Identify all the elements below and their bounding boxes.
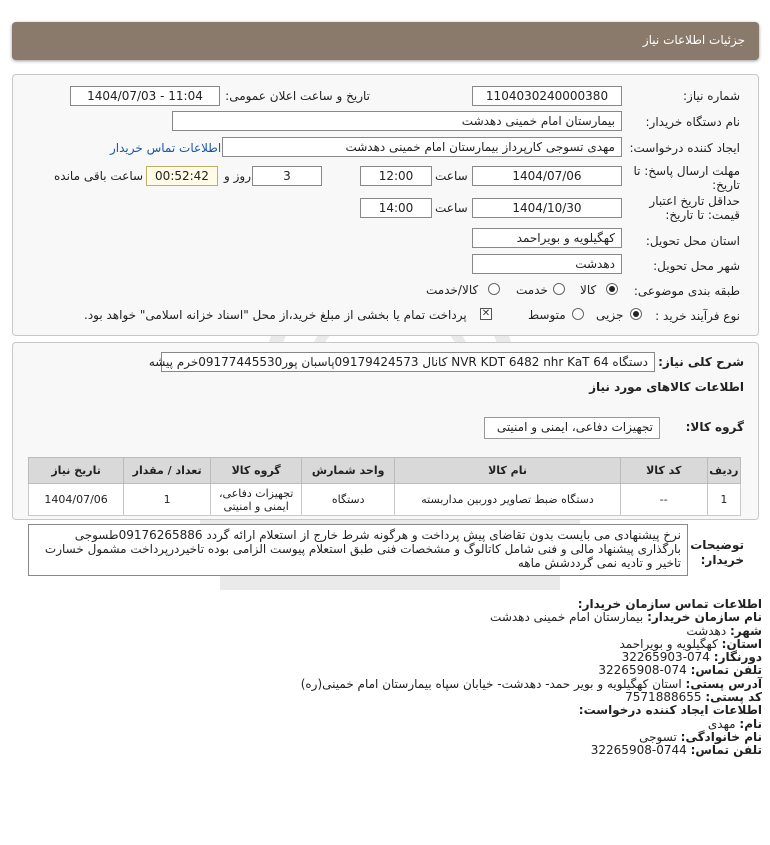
- cell-quantity: 1: [124, 484, 211, 516]
- validity-label-line2: قیمت: تا تاریخ:: [665, 208, 740, 222]
- col-row-number: ردیف: [707, 458, 740, 484]
- validity-date-field[interactable]: 1404/10/30: [472, 198, 622, 218]
- col-unit: واحد شمارش: [302, 458, 395, 484]
- treasury-payment-checkbox[interactable]: ✕: [481, 308, 491, 319]
- need-number-label: شماره نیاز:: [683, 89, 740, 103]
- col-need-date: تاریخ نیاز: [29, 458, 124, 484]
- remaining-time-field: 00:52:42: [146, 166, 218, 186]
- announce-datetime-label: تاریخ و ساعت اعلان عمومی:: [225, 89, 370, 103]
- cell-row-number: 1: [707, 484, 740, 516]
- creator-contact-title: اطلاعات ایجاد کننده درخواست:: [578, 703, 762, 718]
- category-label: طبقه بندی موضوعی:: [633, 284, 740, 298]
- category-service-label: خدمت: [516, 283, 548, 297]
- col-goods-group: گروه کالا: [211, 458, 302, 484]
- goods-info-title: اطلاعات کالاهای مورد نیاز: [589, 380, 744, 394]
- delivery-city-field[interactable]: دهدشت: [472, 254, 622, 274]
- goods-table-header: [29, 458, 741, 484]
- org-province-key: استان:: [721, 636, 762, 651]
- org-name-key: نام سازمان خریدار:: [647, 610, 762, 625]
- process-medium-radio[interactable]: [572, 308, 584, 320]
- request-creator-label: ایجاد کننده درخواست:: [629, 141, 740, 155]
- contact-info-block: [42, 598, 762, 758]
- goods-table: [28, 457, 741, 516]
- buyer-contact-link[interactable]: اطلاعات تماس خریدار: [110, 141, 222, 155]
- validity-time-field[interactable]: 14:00: [360, 198, 432, 218]
- org-address-value: استان کهگیلویه و بویر حمد- دهدشت- خیابان سپاه بیمارستان امام خمینی(ره): [300, 676, 682, 691]
- need-summary-field[interactable]: دستگاه NVR KDT 6482 nhr KaT 64 کانال 09179424573پاسبان پور09177445530خرم پیشه: [161, 352, 655, 372]
- deadline-date-field[interactable]: 1404/07/06: [472, 166, 622, 186]
- category-goods-radio[interactable]: [606, 283, 618, 295]
- org-address-key: آدرس پستی:: [685, 676, 762, 691]
- creator-phone-value: 0744-32265908: [590, 743, 687, 758]
- category-goods-service-label: کالا/خدمت: [426, 283, 479, 297]
- col-goods-name: نام کالا: [395, 458, 621, 484]
- org-province-value: کهگیلویه و بویراحمد: [619, 636, 718, 651]
- days-label: روز و: [224, 169, 251, 183]
- org-postal-value: 7571888655: [625, 690, 702, 705]
- purchase-process-label: نوع فرآیند خرید :: [655, 309, 740, 323]
- cell-need-date: 1404/07/06: [29, 484, 124, 516]
- org-phone-key: تلفن تماس:: [690, 663, 762, 678]
- cell-goods-name: دستگاه ضبط تصاویر دوربین مداربسته: [395, 484, 621, 516]
- goods-group-field[interactable]: تجهیزات دفاعی، ایمنی و امنیتی: [484, 417, 660, 439]
- creator-phone-key: تلفن تماس:: [690, 743, 762, 758]
- announce-datetime-field[interactable]: 1404/07/03 - 11:04: [70, 86, 220, 106]
- days-remaining-field[interactable]: 3: [252, 166, 322, 186]
- treasury-payment-note: پرداخت تمام یا بخشی از مبلغ خرید،از محل "اسناد خزانه اسلامی" خواهد بود.: [84, 308, 467, 322]
- delivery-province-label: استان محل تحویل:: [645, 234, 740, 248]
- buyer-notes-label-line2: خریدار:: [700, 553, 744, 567]
- org-phone-value: 074-32265908: [598, 663, 687, 678]
- table-row[interactable]: [29, 484, 741, 516]
- category-goods-service-radio[interactable]: [488, 283, 500, 295]
- org-contact-title: اطلاعات تماس سازمان خریدار:: [577, 597, 762, 611]
- creator-family-key: نام خانوادگی:: [680, 729, 762, 744]
- buyer-notes-field[interactable]: نرخ پیشنهادی می بایست بدون تقاضای پیش پرداخت و هرگونه شرط خارج از استعلام ارائه گردد 09176265886طسوجی بارگذاری پیشنهاد مالی و فنی شامل کاتالوگ و مشخصات فنی طبق استعلام پیوست الزامی بوده تاخیردرپرداخت مشمول خسارت تاخیر و تادیه نمی گرددشش ماهه: [28, 524, 688, 576]
- org-fax-key: دورنگار:: [713, 650, 762, 665]
- creator-family-value: تسوجی: [639, 729, 677, 744]
- col-quantity: تعداد / مقدار: [124, 458, 211, 484]
- buyer-notes-label-line1: توضیحات: [690, 538, 744, 552]
- org-city-value: دهدشت: [686, 623, 727, 638]
- buyer-org-label: نام دستگاه خریدار:: [645, 115, 740, 129]
- org-fax-value: 074-32265903: [621, 650, 710, 665]
- delivery-city-label: شهر محل تحویل:: [653, 259, 740, 273]
- buyer-org-field[interactable]: بیمارستان امام خمینی دهدشت: [172, 111, 622, 131]
- cell-goods-group: تجهیزات دفاعی، ایمنی و امنیتی: [211, 484, 302, 516]
- process-partial-radio[interactable]: [630, 308, 642, 320]
- need-number-field[interactable]: 1104030240000380: [472, 86, 622, 106]
- validity-label-line1: حداقل تاریخ اعتبار: [649, 194, 740, 208]
- page-title: جزئیات اطلاعات نیاز: [642, 33, 745, 47]
- deadline-label-line2: تاریخ:: [712, 178, 740, 192]
- delivery-province-field[interactable]: کهگیلویه و بویراحمد: [472, 228, 622, 248]
- request-creator-field[interactable]: مهدی تسوجی کارپرداز بیمارستان امام خمینی دهدشت: [222, 137, 622, 157]
- category-goods-label: کالا: [580, 283, 597, 297]
- category-service-radio[interactable]: [553, 283, 565, 295]
- remaining-time-label: ساعت باقی مانده: [54, 169, 144, 183]
- process-partial-label: جزیی: [596, 308, 624, 322]
- org-name-value: بیمارستان امام خمینی دهدشت: [490, 610, 644, 625]
- deadline-time-field[interactable]: 12:00: [360, 166, 432, 186]
- cell-unit: دستگاه: [302, 484, 395, 516]
- creator-name-value: مهدی: [707, 716, 736, 731]
- validity-time-label: ساعت: [435, 201, 468, 215]
- deadline-label-line1: مهلت ارسال پاسخ: تا: [633, 164, 740, 178]
- cell-goods-code: --: [620, 484, 707, 516]
- org-postal-key: کد پستی:: [705, 690, 762, 705]
- need-summary-label: شرح کلی نیاز:: [658, 355, 744, 369]
- page-header: [12, 22, 759, 60]
- process-medium-label: متوسط: [528, 308, 566, 322]
- col-goods-code: کد کالا: [620, 458, 707, 484]
- org-city-key: شهر:: [730, 623, 762, 638]
- goods-group-label: گروه کالا:: [685, 420, 744, 434]
- deadline-time-label: ساعت: [435, 169, 468, 183]
- creator-name-key: نام:: [739, 716, 762, 731]
